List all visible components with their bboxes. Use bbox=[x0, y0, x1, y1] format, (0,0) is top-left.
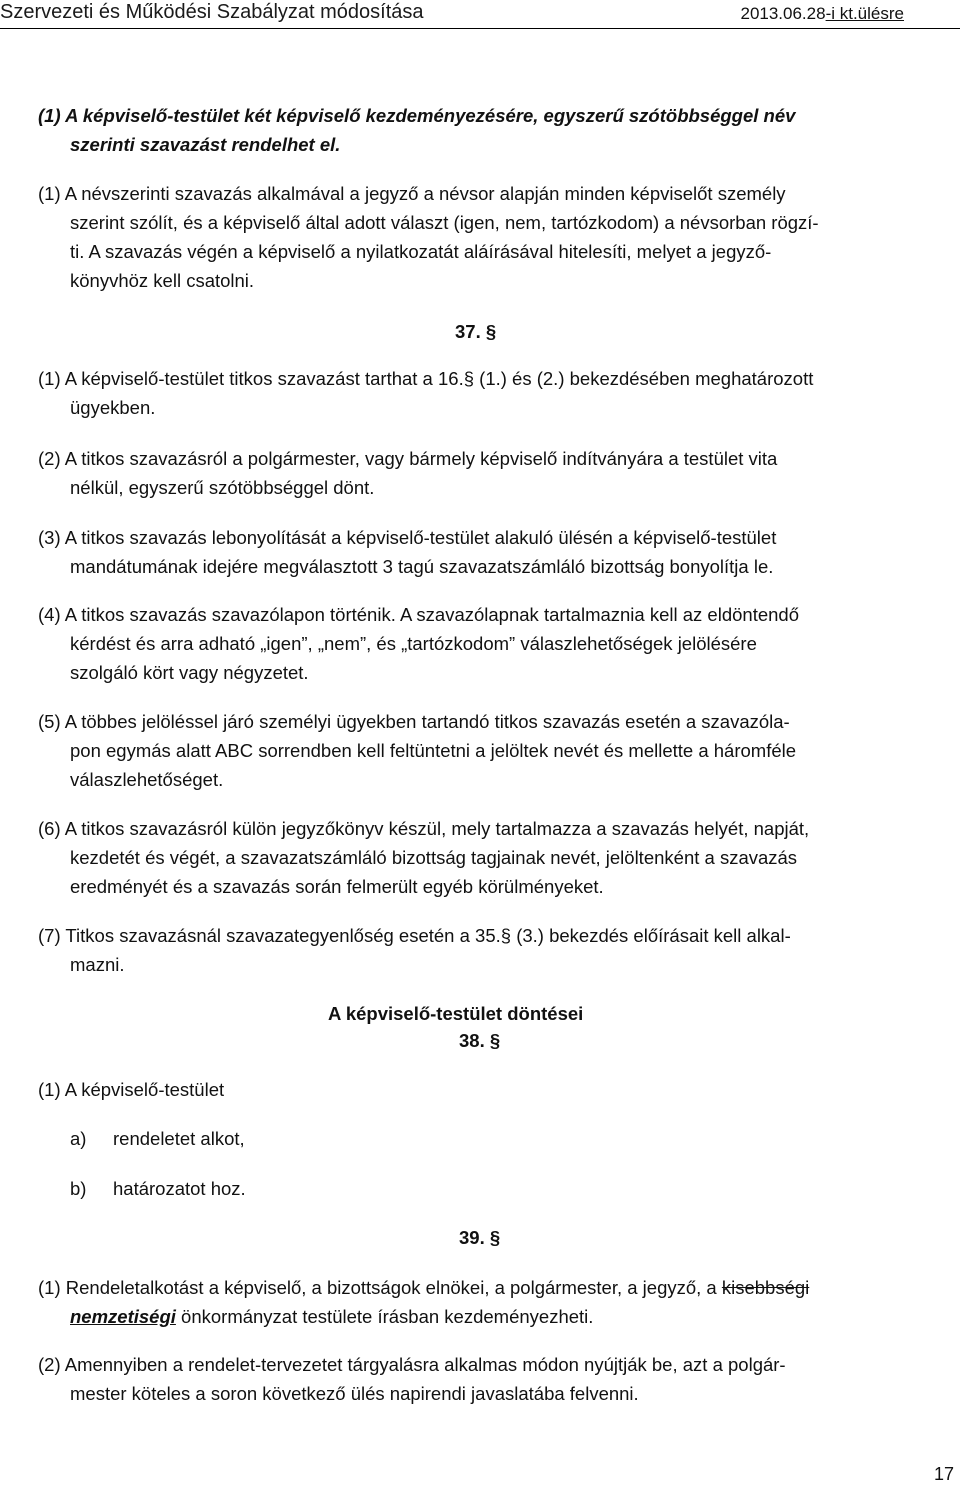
struck-text: kisebbségi bbox=[721, 1277, 810, 1298]
paragraph-line: (5) A többes jelöléssel járó személyi ügyekben tartandó titkos szavazás esetén a szavazóla- bbox=[38, 711, 790, 732]
paragraph-line: nélkül, egyszerű szótöbbséggel dönt. bbox=[70, 477, 375, 498]
paragraph-line: (3) A titkos szavazás lebonyolítását a képviselő-testület alakuló ülésén a képviselő-testület bbox=[38, 527, 777, 548]
section-heading-37: 37. § bbox=[455, 321, 497, 342]
paragraph-line: mandátumának idejére megválasztott 3 tagú szavazatszámláló bizottság bonyolítja le. bbox=[70, 556, 774, 577]
list-item-text: rendeletet alkot, bbox=[113, 1128, 245, 1149]
paragraph-line: ti. A szavazás végén a képviselő a nyilatkozatát aláírásával hitelesíti, melyet a jegyző- bbox=[70, 241, 772, 262]
page-header bbox=[0, 0, 960, 29]
paragraph-line: (2) Amennyiben a rendelet-tervezetet tárgyalásra alkalmas módon nyújtják be, azt a polgár- bbox=[38, 1354, 786, 1375]
paragraph-line: szolgáló kört vagy négyzetet. bbox=[70, 662, 309, 683]
section-heading-38: 38. § bbox=[459, 1030, 501, 1051]
paragraph-line: (6) A titkos szavazásról külön jegyzőkönyv készül, mely tartalmazza a szavazás helyét, napját, bbox=[38, 818, 810, 839]
inserted-text: nemzetiségi bbox=[70, 1306, 176, 1327]
paragraph-line: ügyekben. bbox=[70, 397, 156, 418]
list-item: b) bbox=[70, 1178, 87, 1199]
paragraph-line: válaszlehetőséget. bbox=[70, 769, 224, 790]
paragraph-line: (2) A titkos szavazásról a polgármester, vagy bármely képviselő indítványára a testület vita bbox=[38, 448, 778, 469]
paragraph-line: (1) A képviselő-testület két képviselő kezdeményezésére, egyszerű szótöbbséggel név bbox=[38, 105, 796, 126]
paragraph-line: kérdést és arra adható „igen”, „nem”, és „tartózkodom” válaszlehetőségek jelölésére bbox=[70, 633, 757, 654]
paragraph-line: szerint szólít, és a képviselő által adott választ (igen, nem, tartózkodom) a névsorban rögzí- bbox=[70, 212, 819, 233]
list-item-text: határozatot hoz. bbox=[113, 1178, 246, 1199]
paragraph-line: (1) A névszerinti szavazás alkalmával a jegyző a névsor alapján minden képviselőt személy bbox=[38, 183, 786, 204]
document-title: Szervezeti és Működési Szabályzat módosítása bbox=[0, 1, 424, 23]
paragraph-line: mester köteles a soron következő ülés napirendi javaslatába felvenni. bbox=[70, 1383, 639, 1404]
paragraph-line: mazni. bbox=[70, 954, 125, 975]
paragraph-line: kezdetét és végét, a szavazatszámláló bizottság tagjainak nevét, jelöltenként a szavazás bbox=[70, 847, 798, 868]
section-title: A képviselő-testület döntései bbox=[328, 1003, 584, 1024]
paragraph-line: nemzetiségi önkormányzat testülete írásban kezdeményezheti. bbox=[70, 1306, 594, 1327]
header-date: 2013.06.28-i kt.ülésre bbox=[740, 4, 904, 23]
paragraph-line: szerinti szavazást rendelhet el. bbox=[70, 134, 341, 155]
paragraph-line: (1) A képviselő-testület bbox=[38, 1079, 225, 1100]
paragraph-line: (1) Rendeletalkotást a képviselő, a bizottságok elnökei, a polgármester, a jegyző, a kisebbségi bbox=[38, 1277, 810, 1298]
paragraph-line: (1) A képviselő-testület titkos szavazást tarthat a 16.§ (1.) és (2.) bekezdésében meghatározott bbox=[38, 368, 814, 389]
section-heading-39: 39. § bbox=[459, 1227, 501, 1248]
paragraph-line: eredményét és a szavazás során felmerült egyéb körülményeket. bbox=[70, 876, 604, 897]
paragraph-line: pon egymás alatt ABC sorrendben kell feltüntetni a jelöltek nevét és mellette a háromféle bbox=[70, 740, 797, 761]
paragraph-line: (7) Titkos szavazásnál szavazategyenlőség esetén a 35.§ (3.) bekezdés előírásait kell alkal- bbox=[38, 925, 791, 946]
list-item: a) bbox=[70, 1128, 87, 1149]
page-number: 17 bbox=[933, 1464, 954, 1484]
paragraph-line: (4) A titkos szavazás szavazólapon történik. A szavazólapnak tartalmaznia kell az eldöntendő bbox=[38, 604, 799, 625]
paragraph-line: könyvhöz kell csatolni. bbox=[70, 270, 255, 291]
